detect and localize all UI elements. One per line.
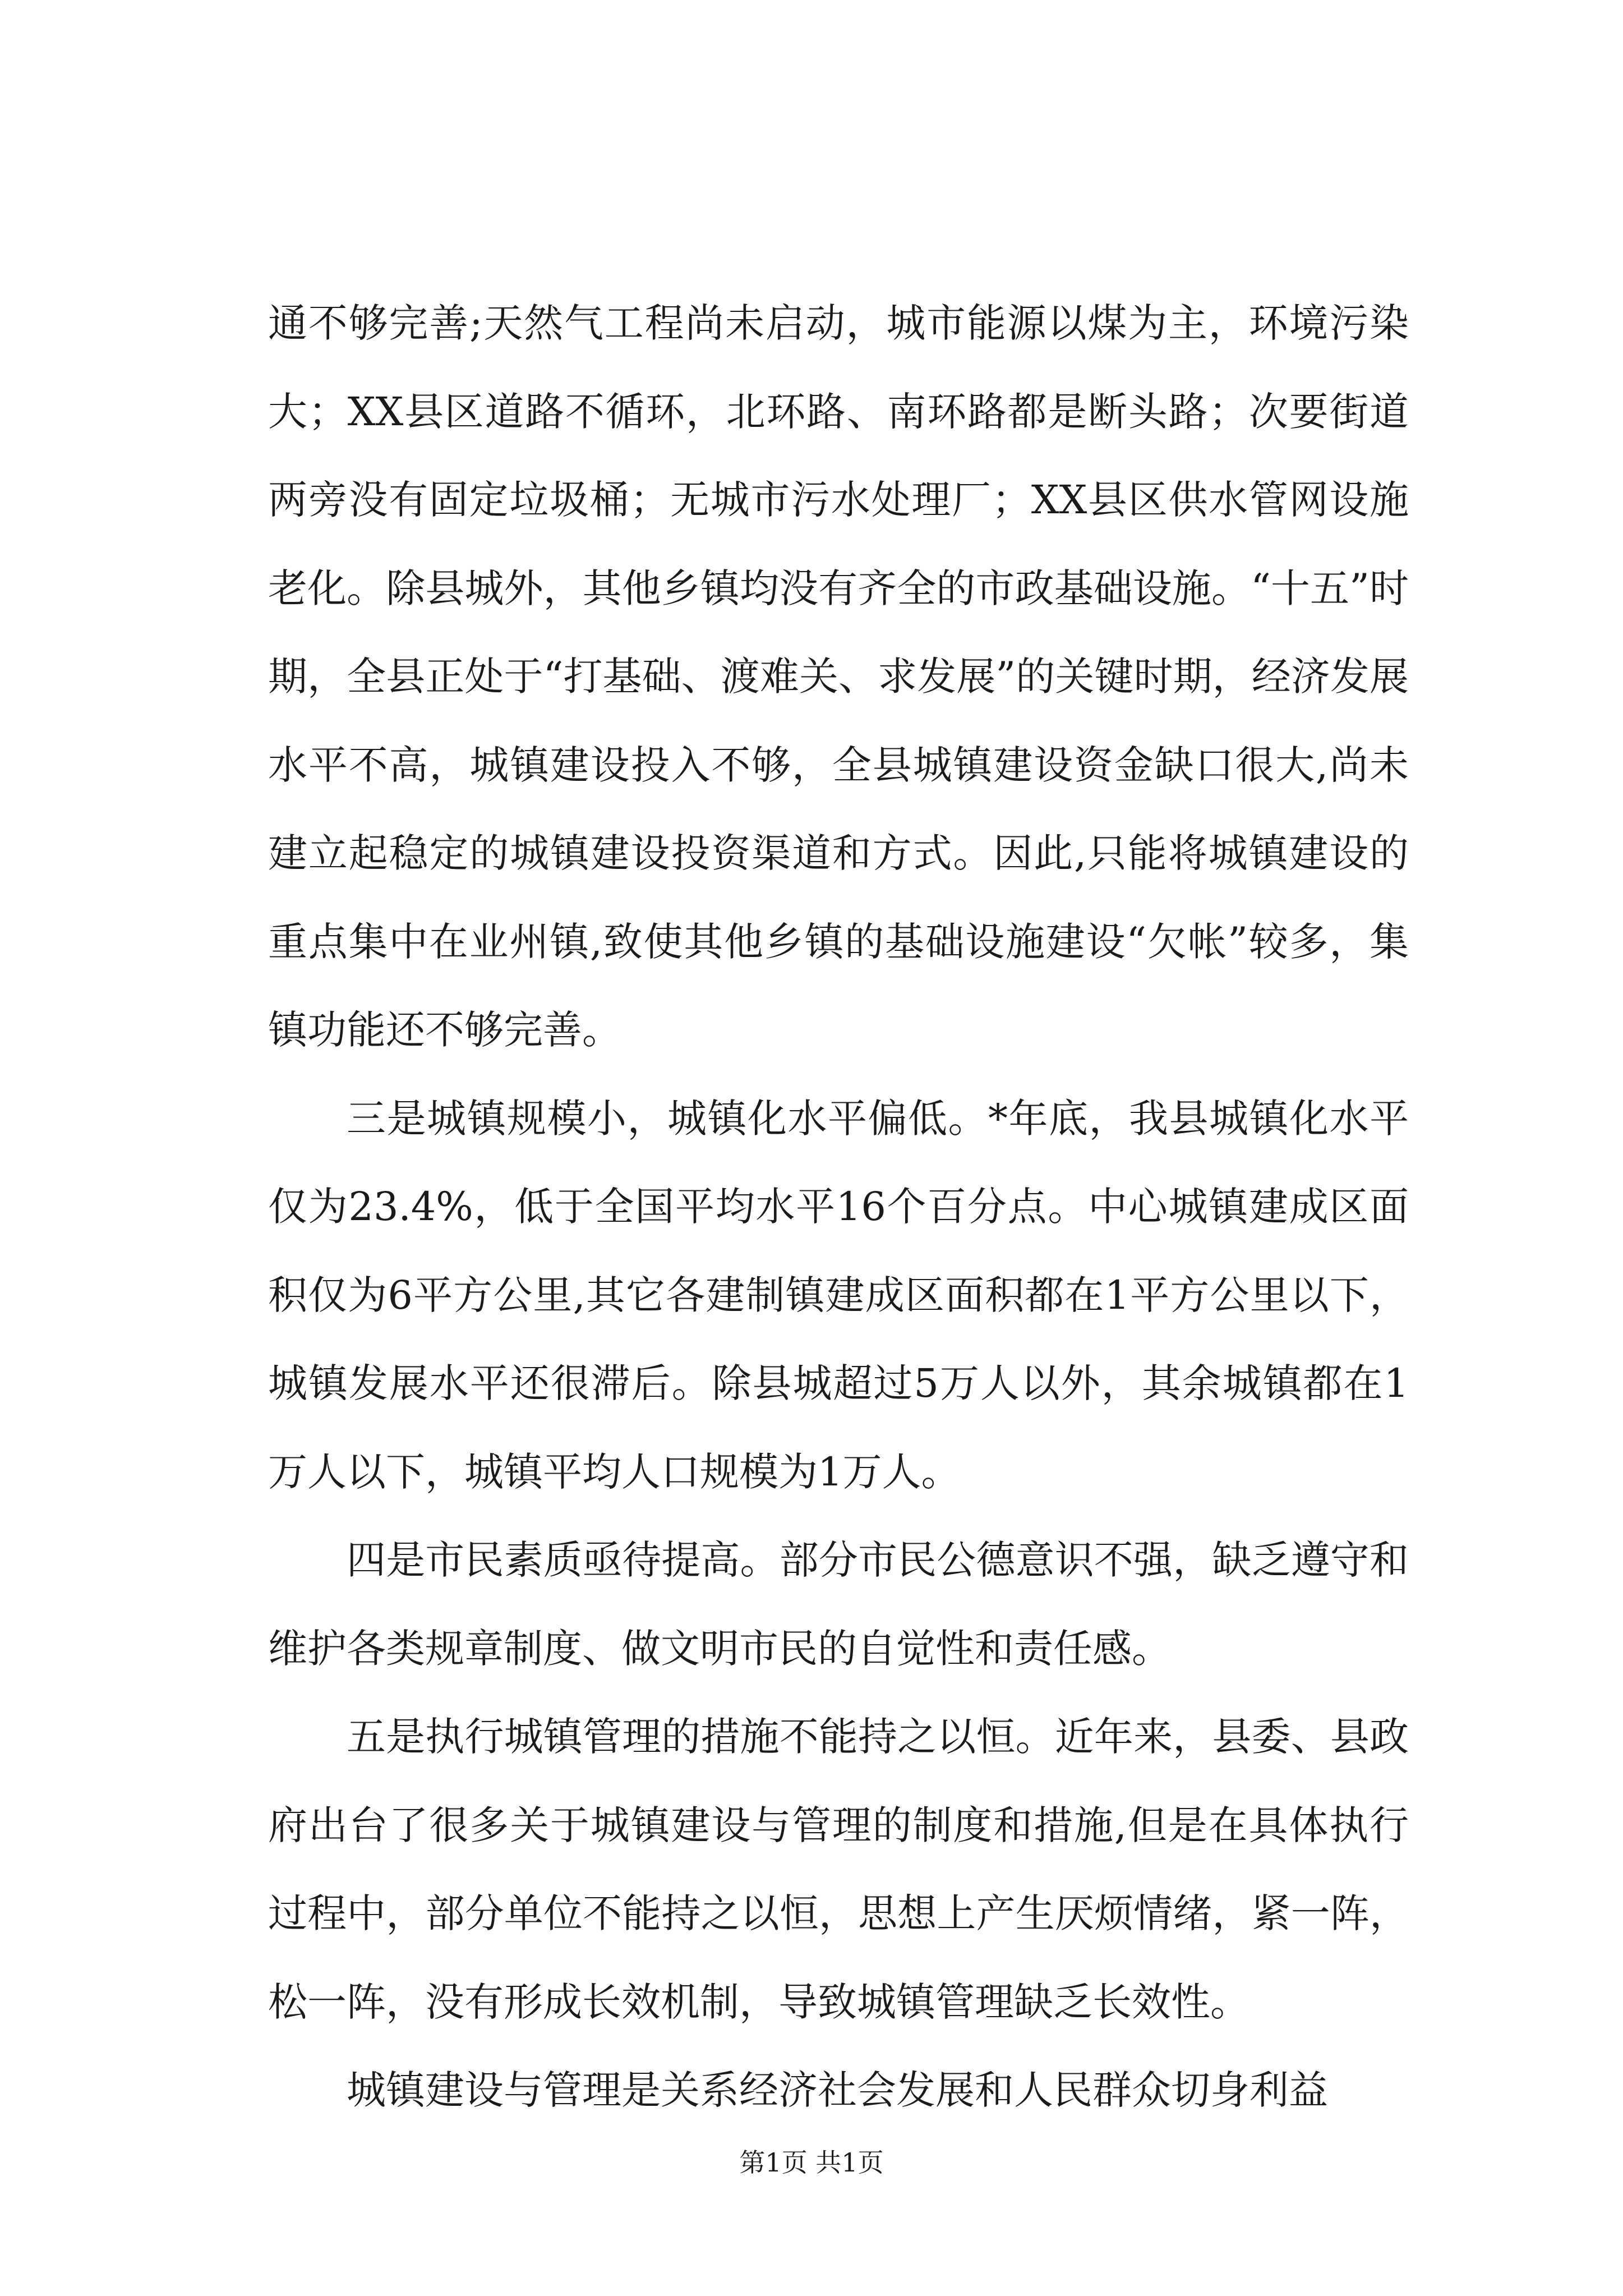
page-number-footer: 第1页 共1页 <box>739 2147 884 2178</box>
paragraph-infrastructure: 通不够完善;天然气工程尚未启动，城市能源以煤为主，环境污染大；XX县区道路不循环，北环路、南环路都是断头路；次要街道两旁没有固定垃圾桶；无城市污水处理厂；XX县区供水管网设施老化。除县城外，其他乡镇均没有齐全的市政基础设施。“十五”时期，全县正处于“打基础、渡难关、求发展”的关键时期，经济发展水平不高，城镇建设投入不够，全县城镇建设资金缺口很大,尚未建立起稳定的城镇建设投资渠道和方式。因此,只能将城镇建设的重点集中在业州镇,致使其他乡镇的基础设施建设“欠帐”较多，集镇功能还不够完善。 <box>268 300 1409 1053</box>
paragraph-conclusion-start: 城镇建设与管理是关系经济社会发展和人民群众切身利益 <box>347 2067 1328 2113</box>
document-body <box>268 279 1409 2135</box>
paragraph-point-three: 三是城镇规模小，城镇化水平偏低。*年底，我县城镇化水平仅为23.4%，低于全国平均水平16个百分点。中心城镇建成区面积仅为6平方公里,其它各建制镇建成区面积都在1平方公里以下，城镇发展水平还很滞后。除县城超过5万人以外，其余城镇都在1万人以下，城镇平均人口规模为1万人。 <box>268 1095 1409 1495</box>
paragraph-point-five: 五是执行城镇管理的措施不能持之以恒。近年来，县委、县政府出台了很多关于城镇建设与管理的制度和措施,但是在具体执行过程中，部分单位不能持之以恒，思想上产生厌烦情绪，紧一阵，松一阵，没有形成长效机制，导致城镇管理缺乏长效性。 <box>268 1714 1409 2025</box>
paragraph-point-four: 四是市民素质亟待提高。部分市民公德意识不强，缺乏遵守和维护各类规章制度、做文明市民的自觉性和责任感。 <box>268 1537 1409 1672</box>
